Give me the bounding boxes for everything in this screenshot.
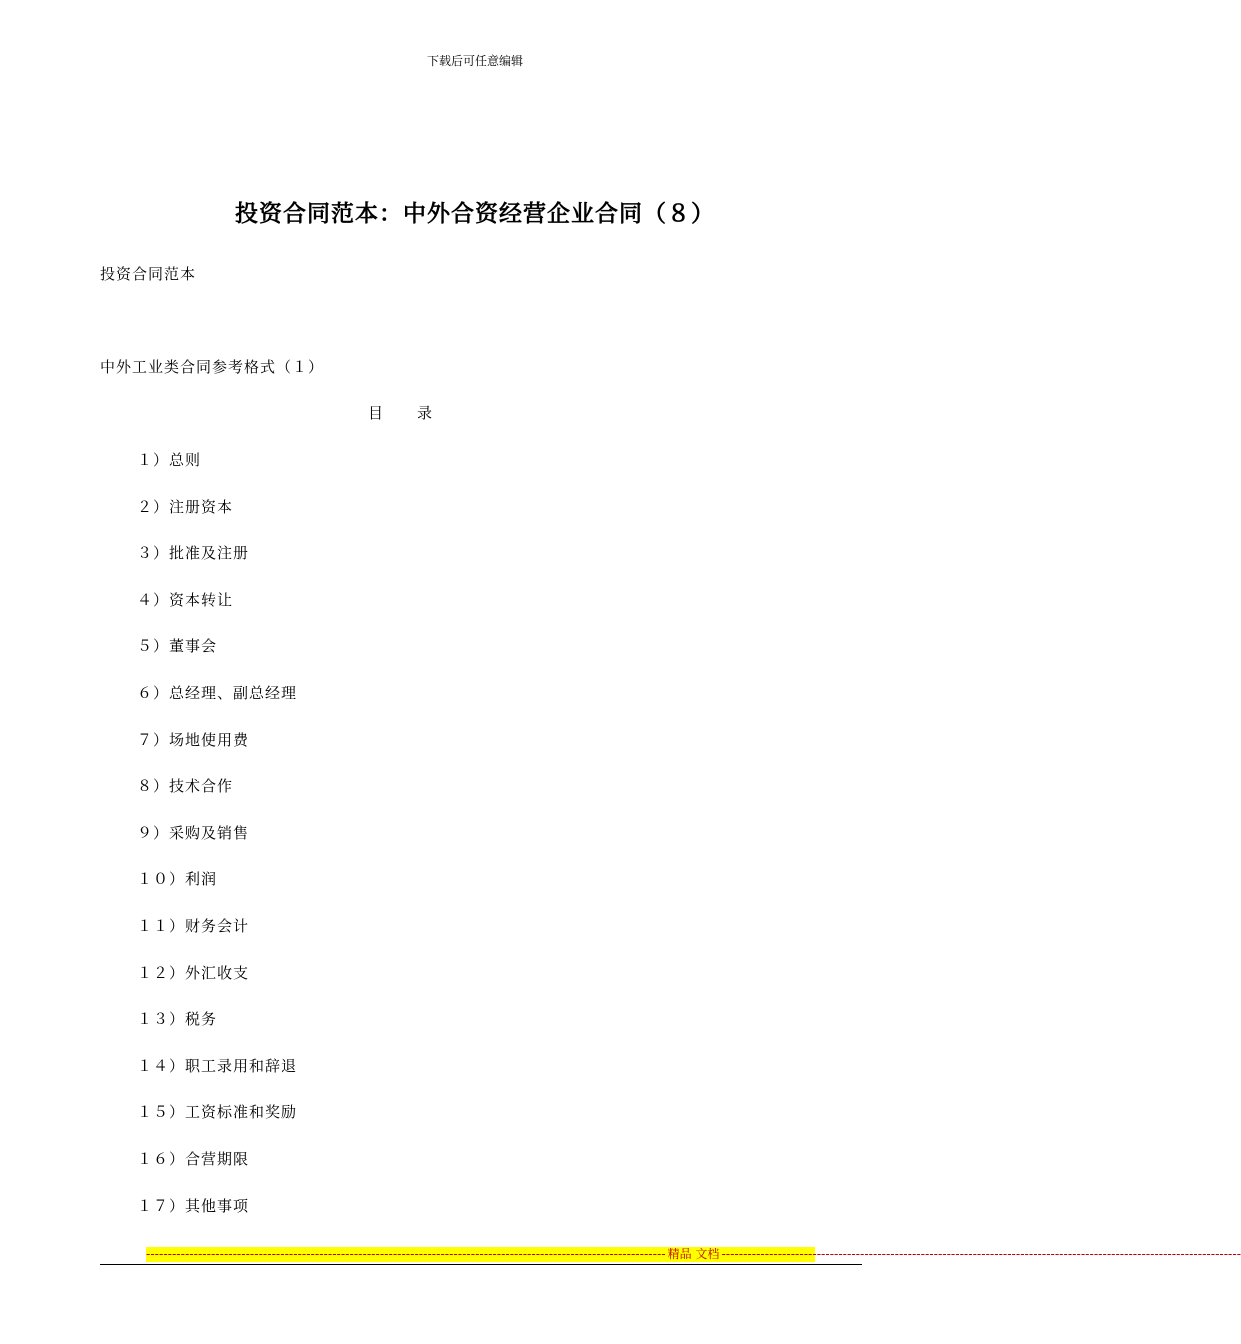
toc-heading-left: 目 (368, 404, 384, 422)
subtitle: 投资合同范本 (100, 265, 197, 283)
page-header: 下载后可任意编辑 (426, 54, 523, 68)
toc-item: １５）工资标准和奖励 (137, 1103, 298, 1122)
toc-item: １４）职工录用和辞退 (137, 1056, 298, 1075)
toc-item: ３）批准及注册 (137, 544, 250, 563)
toc-item: ７）场地使用费 (137, 730, 250, 749)
toc-item: １６）合营期限 (137, 1149, 250, 1168)
toc-heading (368, 402, 432, 423)
toc-item: ６）总经理、副总经理 (137, 683, 298, 702)
toc-item: ２）注册资本 (137, 497, 234, 516)
toc-item: １）总则 (137, 451, 202, 469)
document-title: 投资合同范本：中外合资经营企业合同（８） (235, 201, 715, 227)
toc-item: １３）税务 (137, 1010, 218, 1029)
footer-label: 精品 文档 (667, 1247, 720, 1261)
toc-item: １０）利润 (137, 870, 218, 889)
toc-item: １１）财务会计 (137, 916, 250, 935)
toc-list (137, 449, 297, 1241)
footer-dashes-right: ------------------------------------------------------------------------------------------------------------------------ (721, 1247, 1241, 1261)
toc-item: ８）技术合作 (137, 777, 234, 796)
toc-heading-right: 录 (417, 404, 433, 422)
toc-item: １２）外汇收支 (137, 963, 250, 982)
footer-band (146, 1247, 1241, 1262)
toc-item: ９）采购及销售 (137, 823, 250, 842)
footer-dashes-left: ------------------------------------------------------------------------------------------------------------------------ (146, 1247, 666, 1261)
toc-item: ５）董事会 (137, 637, 218, 656)
toc-item: ４）资本转让 (137, 590, 234, 609)
footer-rule (100, 1264, 862, 1265)
section-title: 中外工业类合同参考格式（１） (100, 358, 325, 376)
toc-item: １７）其他事项 (137, 1196, 250, 1215)
